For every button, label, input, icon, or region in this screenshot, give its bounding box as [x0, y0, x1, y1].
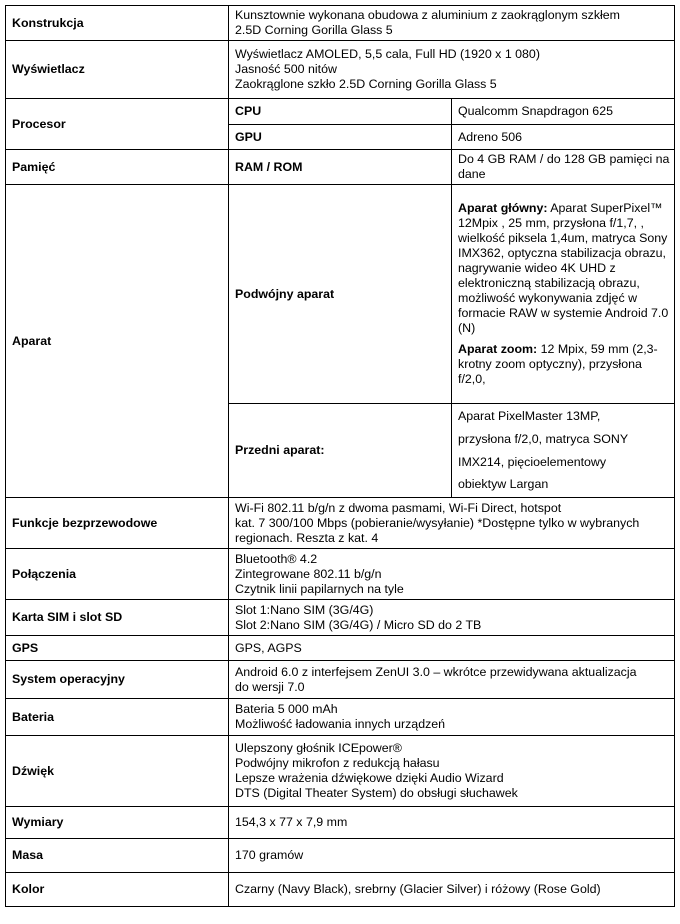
row-masa: [6, 839, 675, 873]
gpu-label: GPU: [229, 125, 452, 150]
value-line: Czytnik linii papilarnych na tyle: [235, 581, 404, 596]
label-gps: GPS: [6, 636, 229, 661]
label-dzwiek: Dźwięk: [6, 736, 229, 807]
label-system: System operacyjny: [6, 661, 229, 699]
label-procesor: Procesor: [6, 99, 229, 150]
label-bateria: Bateria: [6, 699, 229, 736]
label-wyswietlacz: Wyświetlacz: [6, 41, 229, 99]
value-line: Android 6.0 z interfejsem ZenUI 3.0 – wkrótce przewidywana aktualizacja: [235, 664, 637, 679]
dual-camera-value: [452, 185, 675, 404]
value-line: Slot 2:Nano SIM (3G/4G) / Micro SD do 2 TB: [235, 617, 482, 632]
value-wymiary: 154,3 x 77 x 7,9 mm: [229, 807, 675, 839]
value-wyswietlacz: [229, 41, 675, 99]
label-funkcje: Funkcje bezprzewodowe: [6, 498, 229, 549]
row-bateria: [6, 699, 675, 736]
front-camera-line: obiektyw Largan: [458, 477, 549, 492]
value-funkcje: [229, 498, 675, 549]
gpu-value: Adreno 506: [452, 125, 675, 150]
row-funkcje: [6, 498, 675, 549]
value-line: Zintegrowane 802.11 b/g/n: [235, 566, 382, 581]
row-wyswietlacz: [6, 41, 675, 99]
main-camera-title: Aparat główny:: [458, 201, 548, 215]
label-aparat: Aparat: [6, 185, 229, 498]
row-gps: [6, 636, 675, 661]
row-aparat-dual: [6, 185, 675, 404]
value-line: do wersji 7.0: [235, 679, 305, 694]
zoom-camera-text: [458, 342, 674, 387]
value-line: Lepsze wrażenia dźwiękowe dzięki Audio Wizard: [235, 771, 504, 785]
value-gps: GPS, AGPS: [229, 636, 675, 661]
cpu-label: CPU: [229, 99, 452, 125]
value-kolor: Czarny (Navy Black), srebrny (Glacier Silver) i różowy (Rose Gold): [229, 873, 675, 907]
value-line: Slot 1:Nano SIM (3G/4G): [235, 602, 374, 617]
value-line: Wi-Fi 802.11 b/g/n z dwoma pasmami, Wi-Fi Direct, hotspot: [235, 500, 562, 515]
value-line: Możliwość ładowania innych urządzeń: [235, 717, 446, 731]
value-konstrukcja: [229, 6, 675, 41]
dual-camera-label: Podwójny aparat: [229, 185, 452, 404]
value-bateria: [229, 699, 675, 736]
front-camera-line: przysłona f/2,0, matryca SONY: [458, 431, 629, 446]
front-camera-line: Aparat PixelMaster 13MP,: [458, 408, 601, 423]
row-sim: [6, 600, 675, 636]
cpu-value: Qualcomm Snapdragon 625: [452, 99, 675, 125]
value-line: kat. 7 300/100 Mbps (pobieranie/wysyłanie) *Dostępne tylko w wybranych: [235, 515, 640, 530]
row-dzwiek: [6, 736, 675, 807]
value-line: Kunsztownie wykonana obudowa z aluminium z zaokrąglonym szkłem: [235, 8, 620, 22]
value-line: Ulepszony głośnik ICEpower®: [235, 741, 402, 755]
value-dzwiek: [229, 736, 675, 807]
value-line: Podwójny mikrofon z redukcją hałasu: [235, 756, 440, 770]
value-line: Bateria 5 000 mAh: [235, 702, 338, 716]
value-system: [229, 661, 675, 699]
zoom-camera-title: Aparat zoom:: [458, 342, 538, 356]
label-polaczenia: Połączenia: [6, 549, 229, 600]
label-konstrukcja: Konstrukcja: [6, 6, 229, 41]
ram-rom-label: RAM / ROM: [229, 150, 452, 185]
value-line: Jasność 500 nitów: [235, 62, 337, 76]
row-pamiec: [6, 150, 675, 185]
label-masa: Masa: [6, 839, 229, 873]
row-system: [6, 661, 675, 699]
value-line: Bluetooth® 4.2: [235, 551, 318, 566]
value-line: 2.5D Corning Gorilla Glass 5: [235, 23, 393, 37]
value-line: DTS (Digital Theater System) do obsługi słuchawek: [235, 786, 518, 800]
main-camera-desc: Aparat SuperPixel™ 12Mpix , 25 mm, przysłona f/1,7, , wielkość piksela 1,4um, matryca Sony IMX362, optyczna stabilizacja obrazu, nagrywanie wideo 4K UHD z elektroniczną stabilizacją obrazu, możliwość wykonywania zdjęć w formacie RAW w systemie Android 7.0 (N): [458, 201, 669, 335]
row-wymiary: [6, 807, 675, 839]
value-line: Zaokrąglone szkło 2.5D Corning Gorilla Glass 5: [235, 77, 497, 91]
ram-rom-text: Do 4 GB RAM / do 128 GB pamięci na dane: [458, 152, 670, 181]
main-camera-text: [458, 201, 674, 336]
front-camera-line: IMX214, pięcioelementowy: [458, 454, 607, 469]
value-masa: 170 gramów: [229, 839, 675, 873]
zoom-camera-desc: 12 Mpix, 59 mm (2,3-krotny zoom optyczny), przysłona f/2,0,: [458, 342, 658, 386]
row-konstrukcja: [6, 6, 675, 41]
value-line: regionach. Reszta z kat. 4: [235, 530, 379, 545]
label-wymiary: Wymiary: [6, 807, 229, 839]
spec-table: [5, 5, 675, 907]
front-camera-value: [452, 404, 675, 498]
row-procesor-cpu: [6, 99, 675, 125]
value-line: Wyświetlacz AMOLED, 5,5 cala, Full HD (1920 x 1 080): [235, 47, 540, 61]
label-pamiec: Pamięć: [6, 150, 229, 185]
value-polaczenia: [229, 549, 675, 600]
row-kolor: [6, 873, 675, 907]
label-sim: Karta SIM i slot SD: [6, 600, 229, 636]
ram-rom-value: [452, 150, 675, 185]
front-camera-label: Przedni aparat:: [229, 404, 452, 498]
label-kolor: Kolor: [6, 873, 229, 907]
row-polaczenia: [6, 549, 675, 600]
value-sim: [229, 600, 675, 636]
